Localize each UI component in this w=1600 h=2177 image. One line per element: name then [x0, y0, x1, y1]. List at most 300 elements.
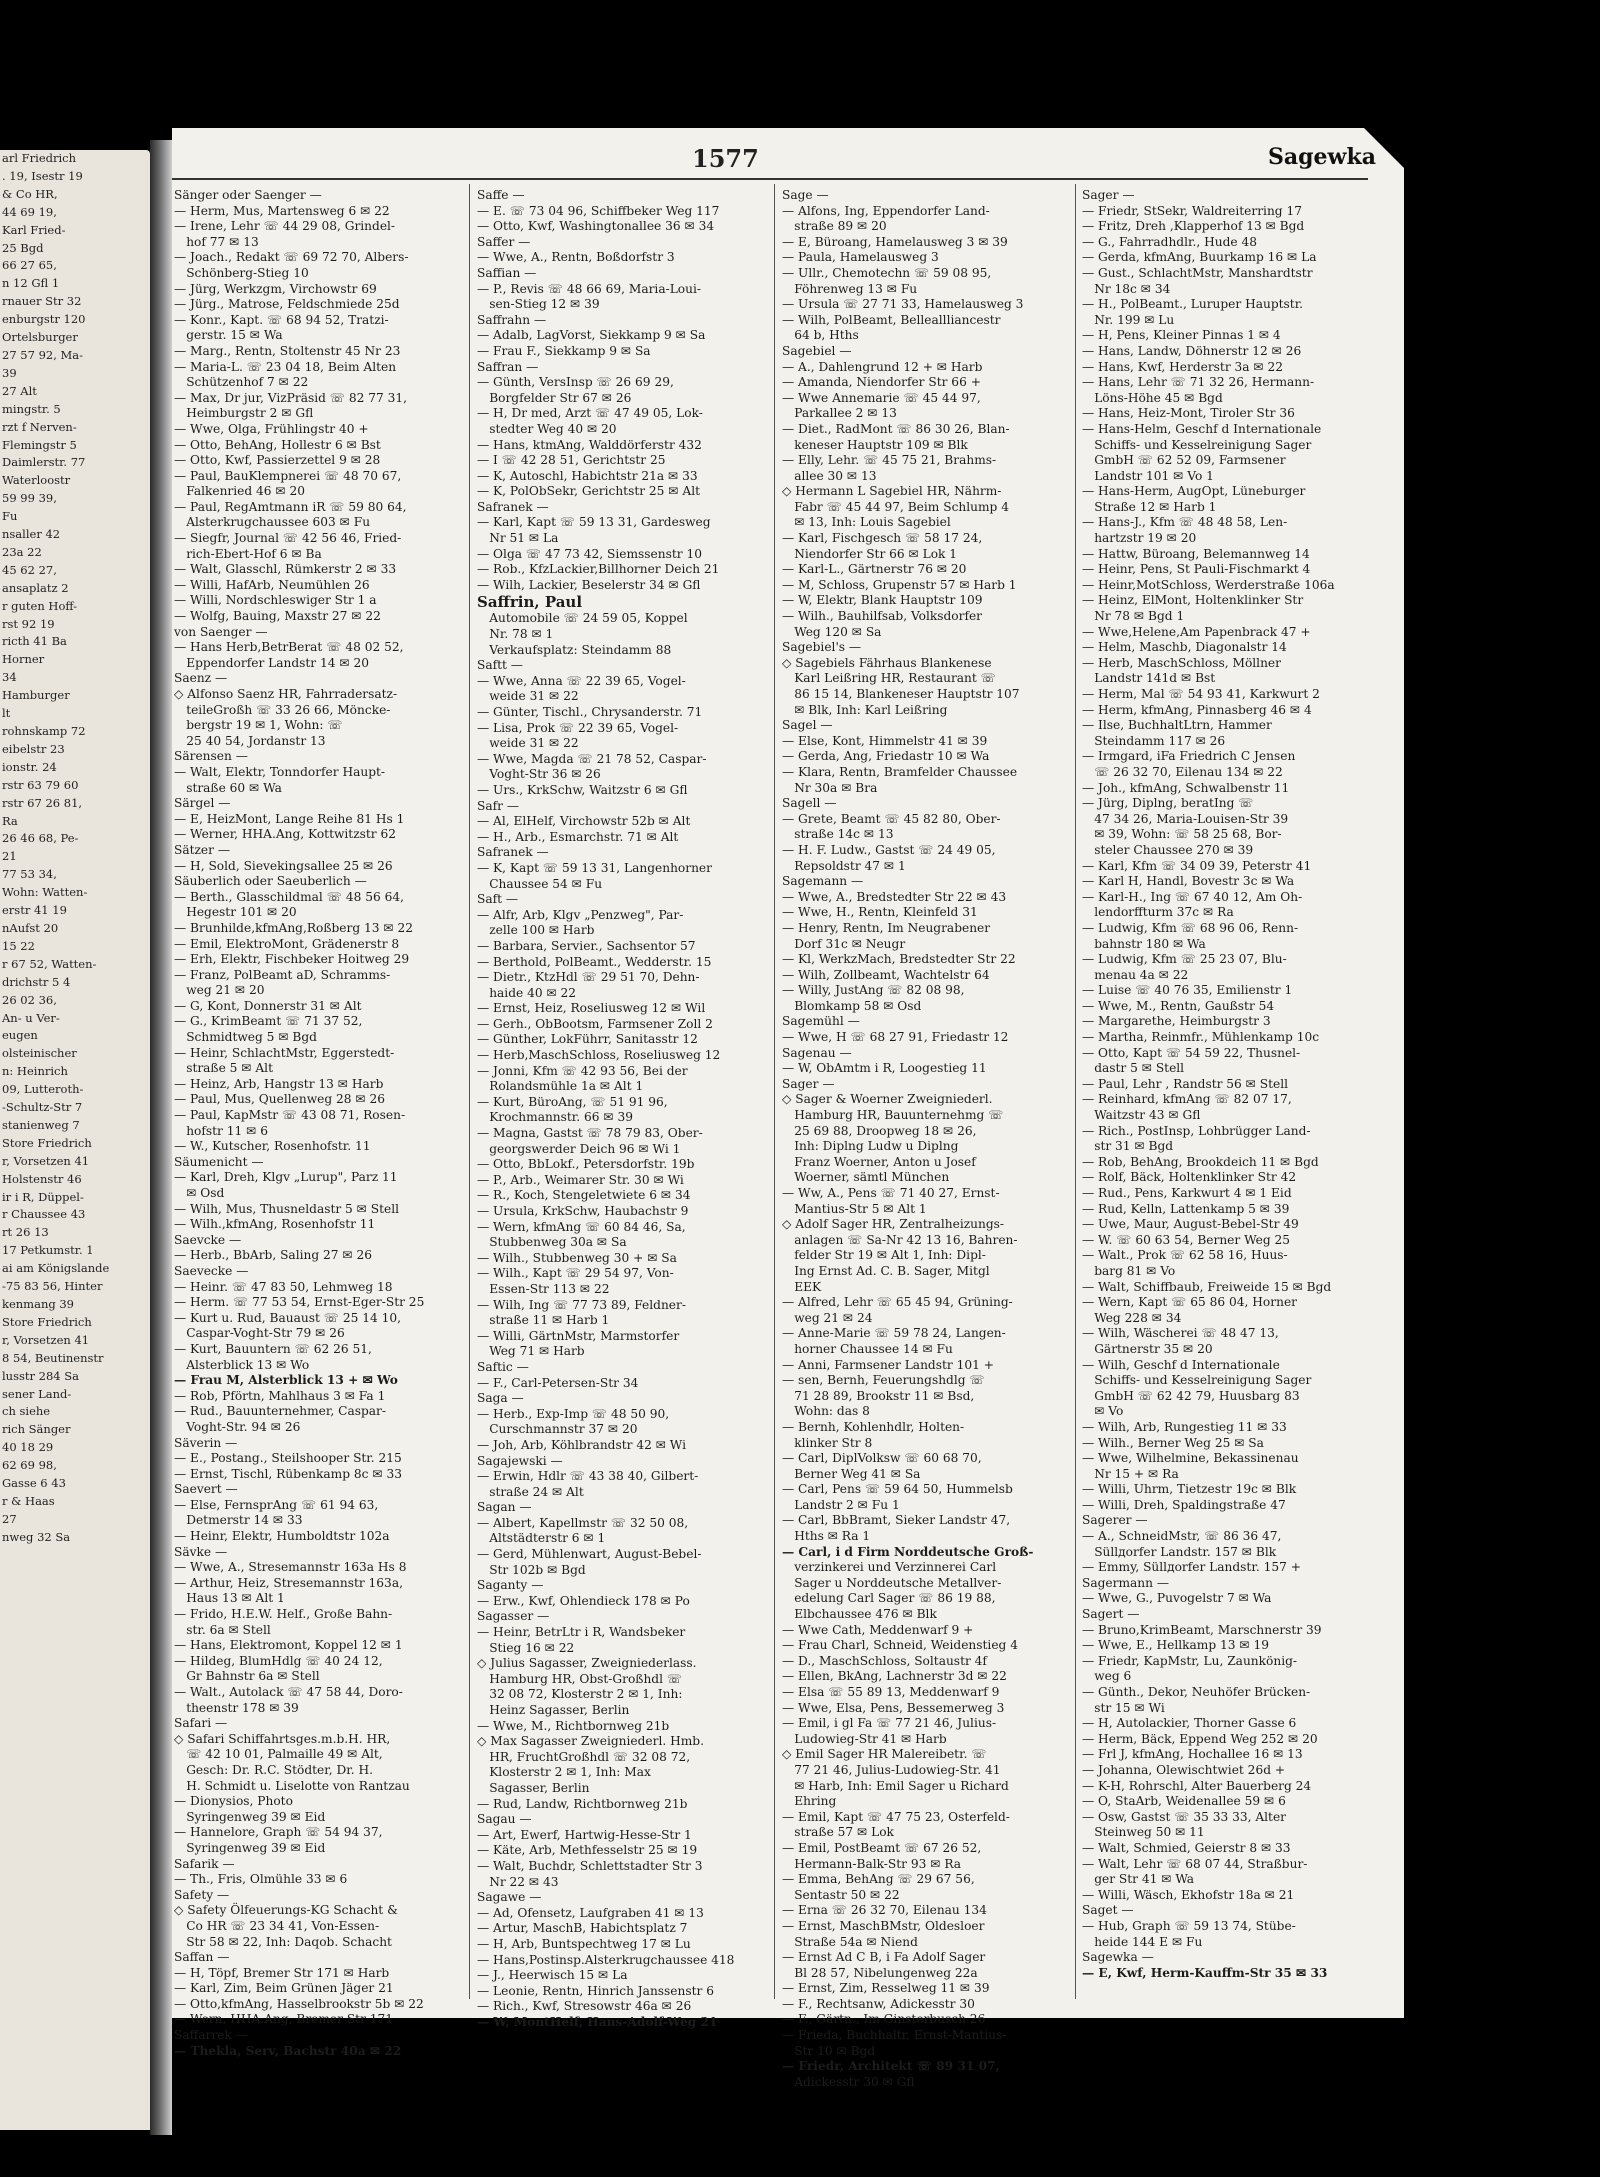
directory-entry: weide 31 ✉ 22 [477, 689, 579, 704]
directory-entry: — H, Dr med, Arzt ☏ 47 49 05, Lok- [477, 406, 703, 421]
left-fragment-line: ir i R, Düppel- [2, 1189, 84, 1204]
left-fragment-line: Fu [2, 509, 18, 524]
directory-entry: Sager — [1082, 188, 1135, 202]
directory-entry: — Rolf, Bäck, Holtenklinker Str 42 [1082, 1170, 1297, 1185]
directory-entry: — Franz, PolBeamt aD, Schramms- [174, 967, 391, 982]
directory-entry: Ehring [782, 1794, 837, 1809]
directory-entry: — Elsa ☏ 55 89 13, Meddenwarf 9 [782, 1685, 1000, 1699]
directory-entry: Saget — [1082, 1903, 1134, 1918]
directory-entry: — Wilh, Arb, Rungestieg 11 ✉ 33 [1082, 1419, 1287, 1434]
directory-entry: Saga — [477, 1391, 524, 1406]
directory-entry: Adickesstr 30 ✉ Gfl [782, 2074, 915, 2089]
left-fragment-line: -75 83 56, Hinter [2, 1279, 103, 1294]
directory-entry: weg 21 ✉ 24 [782, 1310, 873, 1325]
directory-entry: — Frieda, Buchhaltr, Ernst-Mantius- [782, 2028, 1007, 2043]
left-fragment-line: stanienweg 7 [2, 1117, 80, 1132]
directory-entry: Dorf 31c ✉ Neugr [782, 936, 906, 951]
directory-entry: Niendorfer Str 66 ✉ Lok 1 [782, 546, 958, 561]
left-fragment-line: erstr 41 19 [2, 903, 67, 918]
directory-entry: — Magna, Gastst ☏ 78 79 83, Ober- [477, 1126, 703, 1141]
running-head: Sagewka [1268, 144, 1376, 170]
directory-entry: — E, Kwf, Herm-Kauffm-Str 35 ✉ 33 [1082, 1965, 1328, 1980]
directory-entry: — Rob, BehAng, Brookdeich 11 ✉ Bgd [1082, 1154, 1319, 1169]
directory-entry: — Kurt, BüroAng, ☏ 51 91 96, [477, 1094, 668, 1109]
directory-entry: — Hildeg, BlumHdlg ☏ 40 24 12, [174, 1653, 383, 1668]
directory-entry: Steinweg 50 ✉ 11 [1082, 1825, 1205, 1840]
directory-entry: Woerner, sämtl München [782, 1170, 950, 1185]
left-fragment-line: Gasse 6 43 [2, 1476, 66, 1491]
directory-entry: 71 28 89, Brookstr 11 ✉ Bsd, [782, 1388, 975, 1403]
directory-entry: ☏ 42 10 01, Palmaille 49 ✉ Alt, [174, 1747, 383, 1762]
directory-entry: Co HR ☏ 23 34 41, Von-Essen- [174, 1918, 380, 1933]
directory-entry: Caspar-Voght-Str 79 ✉ 26 [174, 1326, 345, 1341]
left-fragment-line: ai am Königslande [2, 1261, 110, 1276]
directory-entry: Sätzer — [174, 842, 231, 857]
directory-entry: — Otto, Kwf, Passierzettel 9 ✉ 28 [174, 453, 381, 468]
directory-entry: — Frido, H.E.W. Helf., Große Bahn- [174, 1607, 393, 1622]
directory-entry: — M, Schloss, Grupenstr 57 ✉ Harb 1 [782, 577, 1017, 592]
directory-entry: Alsterkrugchaussee 603 ✉ Fu [174, 515, 371, 530]
directory-entry: — E, Büroang, Hamelausweg 3 ✉ 39 [782, 234, 1008, 249]
directory-entry: Gr Bahnstr 6a ✉ Stell [174, 1669, 320, 1684]
directory-entry: — R., Koch, Stengeletwiete 6 ✉ 34 [477, 1188, 691, 1203]
left-fragment-line: 8 54, Beutinenstr [2, 1350, 104, 1365]
directory-entry: — Artur, MaschB, Habichtsplatz 7 [477, 1921, 688, 1936]
directory-entry: von Saenger — [174, 624, 268, 639]
directory-entry: Saffrahn — [477, 312, 547, 327]
left-fragment-line: ch siehe [2, 1404, 51, 1419]
left-fragment-line: rich Sänger [2, 1422, 71, 1437]
directory-entry: — Alfred, Lehr ☏ 65 45 94, Grüning- [782, 1295, 1013, 1310]
directory-entry: Sänger oder Saenger — [174, 188, 322, 202]
directory-entry: — Erh, Elektr, Fischbeker Hoitweg 29 [174, 952, 410, 967]
directory-entry: — Erwin, Hdlr ☏ 43 38 40, Gilbert- [477, 1469, 699, 1484]
directory-entry: — Willi, Uhrm, Tietzestr 19c ✉ Blk [1082, 1482, 1297, 1497]
directory-entry: — sen, Bernh, Feuerungshdlg ☏ [782, 1373, 985, 1388]
left-fragment-line: 27 57 92, Ma- [2, 347, 84, 362]
directory-entry: — G, Kont, Donnerstr 31 ✉ Alt [174, 998, 362, 1013]
directory-entry: — Walt, Schmied, Geierstr 8 ✉ 33 [1082, 1840, 1291, 1855]
directory-entry: heide 144 E ✉ Fu [1082, 1934, 1203, 1949]
directory-entry: — Walt, Schiffbaub, Freiweide 15 ✉ Bgd [1082, 1279, 1332, 1294]
directory-entry: — F., Carl-Petersen-Str 34 [477, 1375, 639, 1390]
directory-entry: — Konr., Kapt. ☏ 68 94 52, Tratzi- [174, 312, 389, 327]
directory-entry: Sagemühl — [782, 1014, 860, 1029]
directory-entry: — O, StaArb, Weidenallee 59 ✉ 6 [1082, 1794, 1286, 1809]
directory-entry: — Herb., Exp-Imp ☏ 48 50 90, [477, 1406, 670, 1421]
directory-entry: — Berthold, PolBeamt., Wedderstr. 15 [477, 954, 712, 969]
left-fragment-line: r Chaussee 43 [2, 1207, 86, 1222]
directory-entry: Schiffs- und Kesselreinigung Sager [1082, 437, 1312, 452]
directory-entry: — Jonni, Kfm ☏ 42 93 56, Bei der [477, 1063, 688, 1078]
directory-entry: — Hans, Landw, Döhnerstr 12 ✉ 26 [1082, 343, 1302, 358]
directory-entry: Sagemann — [782, 874, 864, 889]
directory-entry: Detmerstr 14 ✉ 33 [174, 1513, 303, 1528]
page-header [172, 142, 1404, 176]
directory-entry: — Willy, JustAng ☏ 82 08 98, [782, 983, 965, 998]
directory-entry: straße 11 ✉ Harb 1 [477, 1313, 610, 1328]
directory-entry: Saffrin, Paul [477, 593, 583, 612]
directory-entry: — Joh, Arb, Köhlbrandstr 42 ✉ Wi [477, 1437, 686, 1452]
directory-entry: — Olga ☏ 47 73 42, Siemssenstr 10 [477, 546, 702, 561]
directory-entry: — Willi, Nordschleswiger Str 1 a [174, 593, 377, 608]
directory-entry: — Margarethe, Heimburgstr 3 [1082, 1014, 1271, 1029]
directory-entry: — Frau Charl, Schneid, Weidenstieg 4 [782, 1638, 1018, 1653]
left-fragment-line: 21 [2, 849, 17, 864]
directory-entry: — Alfr, Arb, Klgv „Penzweg", Par- [477, 907, 684, 922]
directory-entry: Sagerer — [1082, 1513, 1148, 1528]
directory-entry: — Hans,Postinsp.Alsterkrugchaussee 418 [477, 1952, 735, 1967]
left-fragment-line: 27 [2, 1511, 17, 1526]
directory-entry: — P., Arb., Weimarer Str. 30 ✉ Wi [477, 1172, 684, 1187]
directory-entry: ☏ 26 32 70, Eilenau 134 ✉ 22 [1082, 764, 1283, 779]
directory-entry: lendorffturm 37c ✉ Ra [1082, 905, 1234, 920]
directory-entry: — Paul, BauKlempnerei ☏ 48 70 67, [174, 468, 402, 483]
directory-entry: — Herm. ☏ 77 53 54, Ernst-Eger-Str 25 [174, 1295, 425, 1310]
directory-entry: georgswerder Deich 96 ✉ Wi 1 [477, 1141, 681, 1156]
directory-entry: Schmidtweg 5 ✉ Bgd [174, 1030, 317, 1045]
directory-entry: — Wwe, Anna ☏ 22 39 65, Vogel- [477, 673, 686, 688]
directory-entry: — Lisa, Prok ☏ 22 39 65, Vogel- [477, 720, 679, 735]
directory-entry: — Herb., BbArb, Saling 27 ✉ 26 [174, 1248, 372, 1263]
directory-entry: Safari — [174, 1716, 228, 1731]
directory-entry: Chaussee 54 ✉ Fu [477, 876, 603, 891]
left-fragment-line: 59 99 39, [2, 491, 57, 506]
directory-entry: Föhrenweg 13 ✉ Fu [782, 281, 918, 296]
directory-entry: — K, Autoschl, Habichtstr 21a ✉ 33 [477, 468, 698, 483]
directory-entry: Klosterstr 2 ✉ 1, Inh: Max [477, 1765, 651, 1780]
directory-entry: Nr. 199 ✉ Lu [1082, 312, 1175, 327]
directory-entry: — Frau F., Siekkamp 9 ✉ Sa [477, 343, 651, 358]
directory-entry: — Wilh., Bauhilfsab, Volksdorfer [782, 609, 983, 624]
directory-entry: Saffian — [477, 265, 537, 280]
left-fragment-line: 26 02 36, [2, 992, 57, 1007]
directory-entry: Safranek — [477, 845, 549, 860]
directory-entry: Löns-Höhe 45 ✉ Bgd [1082, 390, 1223, 405]
directory-entry: straße 57 ✉ Lok [782, 1825, 894, 1840]
directory-entry: — H, Arb, Buntspechtweg 17 ✉ Lu [477, 1936, 691, 1951]
directory-entry: — Walt, Buchdr, Schlettstadter Str 3 [477, 1858, 703, 1873]
directory-entry: Nr. 78 ✉ 1 [477, 627, 554, 642]
directory-entry: — Irene, Lehr ☏ 44 29 08, Grindel- [174, 219, 396, 234]
left-fragment-line: 62 69 98, [2, 1458, 57, 1473]
directory-entry: — W. ☏ 60 63 54, Berner Weg 25 [1082, 1232, 1291, 1247]
directory-entry: haide 40 ✉ 22 [477, 985, 577, 1000]
directory-entry: — Karl, Kfm ☏ 34 09 39, Peterstr 41 [1082, 858, 1312, 873]
directory-entry: Saftt — [477, 658, 523, 673]
directory-entry: — G., KrimBeamt ☏ 71 37 52, [174, 1014, 363, 1029]
directory-entry: — Paul, Lehr , Randstr 56 ✉ Stell [1082, 1076, 1289, 1091]
directory-entry: Sager — [782, 1076, 835, 1091]
directory-entry: — W, MontHelf, Hans-Adolf-Weg 21 [477, 2014, 718, 2029]
directory-entry: — Heinr. ☏ 47 83 50, Lehmweg 18 [174, 1279, 393, 1294]
left-fragment-line: Hamburger [2, 688, 70, 703]
directory-entry: Saffan — [174, 1950, 230, 1965]
directory-entry: Säumenicht — [174, 1154, 264, 1169]
directory-entry: Sagebiel's — [782, 640, 862, 655]
left-fragment-line: kenmang 39 [2, 1297, 74, 1311]
directory-entry: Gärtnerstr 35 ✉ 20 [1082, 1341, 1213, 1356]
left-fragment-line: enburgstr 120 [2, 312, 86, 327]
directory-entry: — Wwe Cath, Meddenwarf 9 + [782, 1622, 974, 1637]
directory-entry: — Rud., Pens, Karkwurt 4 ✉ 1 Eid [1082, 1186, 1292, 1200]
directory-entry: verzinkerei und Verzinnerei Carl [782, 1560, 997, 1575]
column-1 [174, 188, 452, 2058]
left-fragment-line: 09, Lutteroth- [2, 1082, 84, 1097]
left-fragment-line: Wohn: Watten- [2, 885, 88, 900]
directory-entry: Säverin — [174, 1435, 238, 1450]
header-rule [172, 178, 1368, 180]
directory-entry: — Heinr, Elektr, Humboldtstr 102a [174, 1529, 390, 1544]
left-fragment-line: Store Friedrich [2, 1135, 92, 1150]
directory-entry: — Ernst, MaschBMstr, Oldesloer [782, 1918, 985, 1933]
directory-entry: Waitzstr 43 ✉ Gfl [1082, 1108, 1201, 1123]
directory-entry: — Wern, kfmAng ☏ 60 84 46, Sa, [477, 1219, 686, 1234]
directory-entry: — Friedr, Architekt ☏ 89 31 07, [782, 2059, 1000, 2074]
directory-entry: rich-Ebert-Hof 6 ✉ Ba [174, 546, 322, 561]
directory-entry: — Günter, Tischl., Chrysanderstr. 71 [477, 705, 703, 719]
directory-entry: — Erna ☏ 26 32 70, Eilenau 134 [782, 1903, 987, 1918]
directory-entry: — D., MaschSchloss, Soltaustr 4f [782, 1653, 987, 1668]
directory-entry: — Emmy, Süllдorfer Landstr. 157 + [1082, 1560, 1301, 1575]
directory-entry: — Wwe, A., Bredstedter Str 22 ✉ 43 [782, 889, 1007, 904]
directory-entry: — Carl, DiplVolksw ☏ 60 68 70, [782, 1451, 982, 1466]
directory-entry: — Rud, Landw, Richtbornweg 21b [477, 1796, 688, 1811]
directory-entry: Saevecke — [174, 1263, 249, 1278]
directory-entry: Bl 28 57, Nibelungenweg 22a [782, 1965, 978, 1980]
directory-entry: — Ernst Ad C B, i Fa Adolf Sager [782, 1950, 986, 1965]
directory-entry: Hamburg HR, Bauunternehmg ☏ [782, 1108, 1004, 1123]
directory-entry: — Jürg., Matrose, Feldschmiede 25d [174, 297, 400, 312]
directory-entry: — Walt, Glasschl, Rümkerstr 2 ✉ 33 [174, 562, 397, 577]
directory-entry: Sagewka — [1082, 1950, 1154, 1965]
directory-entry: ◇ Adolf Sager HR, Zentralheizungs- [782, 1217, 1005, 1232]
directory-entry: — Albert, Kapellmstr ☏ 32 50 08, [477, 1515, 689, 1530]
left-fragment-line: r 67 52, Watten- [2, 956, 97, 971]
directory-entry: — Emma, BehAng ☏ 29 67 56, [782, 1872, 975, 1887]
directory-entry: — Fritz, Dreh ,Klapperhof 13 ✉ Bgd [1082, 219, 1305, 234]
directory-entry: Voght-Str 36 ✉ 26 [477, 767, 601, 782]
directory-entry: Elbchaussee 476 ✉ Blk [782, 1607, 937, 1622]
directory-entry: — Irmgard, iFa Friedrich C Jensen [1082, 749, 1296, 764]
directory-entry: felder Str 19 ✉ Alt 1, Inh: Dipl- [782, 1248, 986, 1263]
directory-entry: Inh: Diplng Ludw u Diplng [782, 1139, 959, 1154]
left-fragment-line: r, Vorsetzen 41 [2, 1153, 90, 1168]
directory-entry: — J., Heerwisch 15 ✉ La [477, 1968, 628, 1983]
directory-entry: Rolandsmühle 1a ✉ Alt 1 [477, 1079, 644, 1094]
directory-entry: Safranek — [477, 499, 549, 514]
directory-entry: — Heinz, ElMont, Holtenklinker Str [1082, 593, 1304, 608]
directory-entry: Blomkamp 58 ✉ Osd [782, 998, 922, 1013]
directory-entry: — Otto, BehAng, Hollestr 6 ✉ Bst [174, 437, 381, 452]
directory-entry: Heinz Sagasser, Berlin [477, 1703, 630, 1717]
left-fragment-line: 25 Bgd [2, 240, 44, 255]
directory-entry: — Maria-L. ☏ 23 04 18, Beim Alten [174, 359, 397, 374]
directory-entry: — Ilse, BuchhaltLtrn, Hammer [1082, 718, 1272, 733]
left-fragment-line: 23a 22 [2, 544, 42, 559]
directory-entry: — Günther, LokFührr, Sanitasstr 12 [477, 1032, 698, 1047]
left-fragment-line: 26 46 68, Pe- [2, 831, 79, 846]
directory-entry: HR, FruchtGroßhdl ☏ 32 08 72, [477, 1749, 691, 1764]
directory-entry: — Kurt u. Rud, Bauaust ☏ 25 14 10, [174, 1310, 401, 1325]
directory-entry: Berner Weg 41 ✉ Sa [782, 1466, 921, 1481]
directory-entry: Eppendorfer Landstr 14 ✉ 20 [174, 655, 369, 670]
directory-entry: — Heinr, Pens, St Pauli-Fischmarkt 4 [1082, 562, 1311, 577]
column-divider [469, 184, 470, 1999]
directory-entry: — Frau M, Alsterblick 13 + ✉ Wo [174, 1373, 398, 1388]
directory-entry: — Rob, Pförtn, Mahlhaus 3 ✉ Fa 1 [174, 1388, 386, 1403]
left-fragment-line: ricth 41 Ba [2, 634, 67, 649]
directory-entry: Nr 30a ✉ Bra [782, 780, 878, 795]
directory-entry: — Käte, Arb, Methfesselstr 25 ✉ 19 [477, 1843, 698, 1858]
left-fragment-line: 40 18 29 [2, 1440, 54, 1455]
directory-entry: Voght-Str. 94 ✉ 26 [174, 1419, 301, 1434]
directory-entry: — E. ☏ 73 04 96, Schiffbeker Weg 117 [477, 203, 720, 218]
directory-entry: — Hub, Graph ☏ 59 13 74, Stübe- [1082, 1918, 1296, 1933]
left-fragment-line: Waterloostr [2, 473, 71, 488]
directory-entry: — Walt., Prok ☏ 62 58 16, Huus- [1082, 1248, 1288, 1263]
directory-entry: — Paul, Mus, Quellenweg 28 ✉ 26 [174, 1092, 386, 1107]
directory-entry: — Walt, Lehr ☏ 68 07 44, Straßbur- [1082, 1856, 1308, 1871]
directory-entry: — Ludwig, Kfm ☏ 68 96 06, Renn- [1082, 920, 1299, 935]
directory-entry: — Wwe,Helene,Am Papenbrack 47 + [1082, 624, 1311, 639]
directory-entry: Hamburg HR, Obst-Großhdl ☏ [477, 1671, 683, 1686]
directory-entry: Landstr 101 ✉ Vo 1 [1082, 468, 1214, 483]
directory-entry: 77 21 46, Julius-Ludowieg-Str. 41 [782, 1762, 1001, 1777]
directory-entry: — Carl, BbBramt, Sieker Landstr 47, [782, 1513, 1011, 1528]
directory-entry: Fabr ☏ 45 44 97, Beim Schlump 4 [782, 499, 1009, 514]
left-fragment-line: mingstr. 5 [2, 401, 61, 416]
directory-entry: klinker Str 8 [782, 1435, 873, 1450]
directory-entry: Sagel — [782, 718, 833, 733]
directory-entry: — W, Elektr, Blank Hauptstr 109 [782, 593, 983, 608]
directory-entry: Säuberlich oder Saeuberlich — [174, 874, 367, 889]
directory-entry: — Friedr, KapMstr, Lu, Zaunkönig- [1082, 1653, 1298, 1668]
directory-entry: — Heinz, Arb, Hangstr 13 ✉ Harb [174, 1076, 384, 1091]
directory-entry: — Arthur, Heiz, Stresemannstr 163a, [174, 1575, 403, 1590]
left-page-fragment [0, 150, 150, 2130]
directory-entry: — Erw., Kwf, Ohlendieck 178 ✉ Po [477, 1593, 690, 1608]
directory-entry: Borgfelder Str 67 ✉ 26 [477, 390, 632, 405]
directory-entry: gerstr. 15 ✉ Wa [174, 328, 283, 343]
directory-entry: Saftic — [477, 1359, 529, 1374]
directory-entry: — Else, FernsprAng ☏ 61 94 63, [174, 1497, 379, 1512]
directory-entry: — Carl, i d Firm Norddeutsche Groß- [782, 1544, 1034, 1559]
directory-entry: — Art, Ewerf, Hartwig-Hesse-Str 1 [477, 1827, 692, 1842]
directory-entry: — Ad, Ofensetz, Laufgraben 41 ✉ 13 [477, 1905, 704, 1920]
left-fragment-line: rstr 67 26 81, [2, 795, 83, 810]
directory-entry: Hermann-Balk-Str 93 ✉ Ra [782, 1856, 962, 1871]
left-fragment-line: Store Friedrich [2, 1314, 92, 1329]
directory-entry: Alsterblick 13 ✉ Wo [174, 1357, 310, 1372]
directory-entry: 86 15 14, Blankeneser Hauptstr 107 [782, 687, 1020, 701]
directory-entry: ◇ Sager & Woerner Zweigniederl. [782, 1092, 993, 1107]
directory-entry: Sager u Norddeutsche Metallver- [782, 1575, 1002, 1590]
directory-entry: straße 5 ✉ Alt [174, 1061, 273, 1076]
directory-entry: — Friedr, StSekr, Waldreiterring 17 [1082, 203, 1302, 218]
directory-entry: — Gerda, Ang, Friedastr 10 ✉ Wa [782, 749, 990, 764]
directory-entry: — Wilh., Berner Weg 25 ✉ Sa [1082, 1435, 1264, 1450]
directory-entry: — Rud., Bauunternehmer, Caspar- [174, 1404, 386, 1419]
directory-entry: Saffran — [477, 359, 539, 374]
directory-entry: Stubbenweg 30a ✉ Sa [477, 1235, 627, 1250]
directory-entry: — Karl, Dreh, Klgv „Lurup", Parz 11 [174, 1170, 398, 1185]
directory-entry: — Wilh, Mus, Thusneldastr 5 ✉ Stell [174, 1201, 400, 1216]
directory-entry: Saffarrek — [174, 2028, 248, 2043]
directory-entry: — Hattw, Büroang, Belemannweg 14 [1082, 546, 1310, 561]
directory-entry: ✉ 39, Wohn: ☏ 58 25 68, Bor- [1082, 827, 1282, 842]
directory-entry: — Johanna, Olewischtwiet 26d + [1082, 1762, 1286, 1777]
directory-entry: Schiffs- und Kesselreinigung Sager [1082, 1373, 1312, 1388]
directory-entry: — Heinr,MotSchloss, Werderstraße 106a [1082, 577, 1335, 592]
directory-entry: — Jürg, Diplng, beratIng ☏ [1082, 796, 1254, 811]
directory-entry: — Wilh.,kfmAng, Rosenhofstr 11 [174, 1217, 376, 1232]
directory-entry: — Willi, HafArb, Neumühlen 26 [174, 577, 370, 592]
left-fragment-line: & Co HR, [2, 186, 58, 201]
directory-entry: — Al, ElHelf, Virchowstr 52b ✉ Alt [477, 814, 691, 829]
directory-entry: ◇ Julius Sagasser, Zweigniederlass. [477, 1656, 697, 1671]
directory-entry: edelung Carl Sager ☏ 86 19 88, [782, 1591, 996, 1606]
directory-entry: Nr 22 ✉ 43 [477, 1874, 559, 1889]
directory-entry: — Herb,MaschSchloss, Roseliusweg 12 [477, 1048, 721, 1063]
left-fragment-line: sener Land- [2, 1386, 72, 1401]
directory-entry: — Heinr, BetrLtr i R, Wandsbeker [477, 1625, 686, 1640]
directory-entry: — Ellen, BkAng, Lachnerstr 3d ✉ 22 [782, 1669, 1007, 1684]
column-3 [782, 188, 1060, 2089]
directory-entry: — Joh., kfmAng, Schwalbenstr 11 [1082, 780, 1290, 795]
directory-entry: — Herm, Mus, Martensweg 6 ✉ 22 [174, 203, 390, 218]
directory-entry: — Heinr, SchlachtMstr, Eggerstedt- [174, 1045, 395, 1060]
directory-entry: — Ullr., Chemotechn ☏ 59 08 95, [782, 265, 992, 280]
directory-entry: weg 6 [1082, 1669, 1132, 1684]
directory-entry: — Wwe, Wilhelmine, Bekassinenau [1082, 1451, 1299, 1466]
directory-entry: — Leonie, Rentn, Hinrich Janssenstr 6 [477, 1983, 714, 1998]
directory-entry: ◇ Safari Schiffahrtsges.m.b.H. HR, [174, 1731, 391, 1746]
directory-entry: menau 4a ✉ 22 [1082, 967, 1189, 982]
directory-entry: — Carl, Pens ☏ 59 64 50, Hummelsb [782, 1482, 1013, 1497]
directory-entry: Altstädterstr 6 ✉ 1 [477, 1531, 606, 1546]
left-fragment-line: Holstenstr 46 [2, 1171, 82, 1186]
directory-entry: Weg 228 ✉ 34 [1082, 1310, 1182, 1325]
directory-entry: — Wilh, PolBeamt, Belleallliancestr [782, 312, 1001, 327]
left-fragment-line: nAufst 20 [2, 920, 59, 935]
directory-entry: Nr 51 ✉ La [477, 531, 559, 546]
directory-entry: — Reinhard, kfmAng ☏ 82 07 17, [1082, 1092, 1292, 1107]
directory-entry: — H, Töpf, Bremer Str 171 ✉ Harb [174, 1965, 390, 1980]
directory-entry: — Karl, Fischgesch ☏ 58 17 24, [782, 531, 983, 546]
directory-entry: — Otto, Kwf, Washingtonallee 36 ✉ 34 [477, 219, 715, 234]
directory-entry: straße 14c ✉ 13 [782, 827, 894, 842]
left-fragment-line: 15 22 [2, 938, 35, 953]
directory-entry: Safarik — [174, 1856, 235, 1871]
column-2 [477, 188, 755, 2029]
directory-entry: — Klara, Rentn, Bramfelder Chaussee [782, 764, 1018, 779]
directory-entry: ✉ Osd [174, 1186, 225, 1200]
directory-entry: — Willi, Dreh, Spaldingstraße 47 [1082, 1497, 1286, 1512]
directory-entry: ✉ Vo [1082, 1404, 1124, 1419]
directory-entry: Krochmannstr. 66 ✉ 39 [477, 1110, 634, 1125]
directory-entry: ger Str 41 ✉ Wa [1082, 1872, 1195, 1887]
directory-entry: — Gerda, kfmAng, Buurkamp 16 ✉ La [1082, 250, 1317, 265]
directory-entry: — Gust., SchlachtMstr, Manshardtstr [1082, 265, 1313, 280]
directory-entry: Ing Ernst Ad. C. B. Sager, Mitgl [782, 1263, 990, 1278]
directory-entry: Haus 13 ✉ Alt 1 [174, 1591, 285, 1606]
directory-entry: — Rich., Kwf, Stresowstr 46a ✉ 26 [477, 1999, 692, 2014]
directory-entry: — Otto, BbLokf., Petersdorfstr. 19b [477, 1157, 695, 1172]
directory-entry: ◇ Hermann L Sagebiel HR, Nährm- [782, 484, 1002, 499]
directory-entry: — H., Arb., Esmarchstr. 71 ✉ Alt [477, 829, 679, 844]
directory-entry: Weg 120 ✉ Sa [782, 624, 882, 639]
